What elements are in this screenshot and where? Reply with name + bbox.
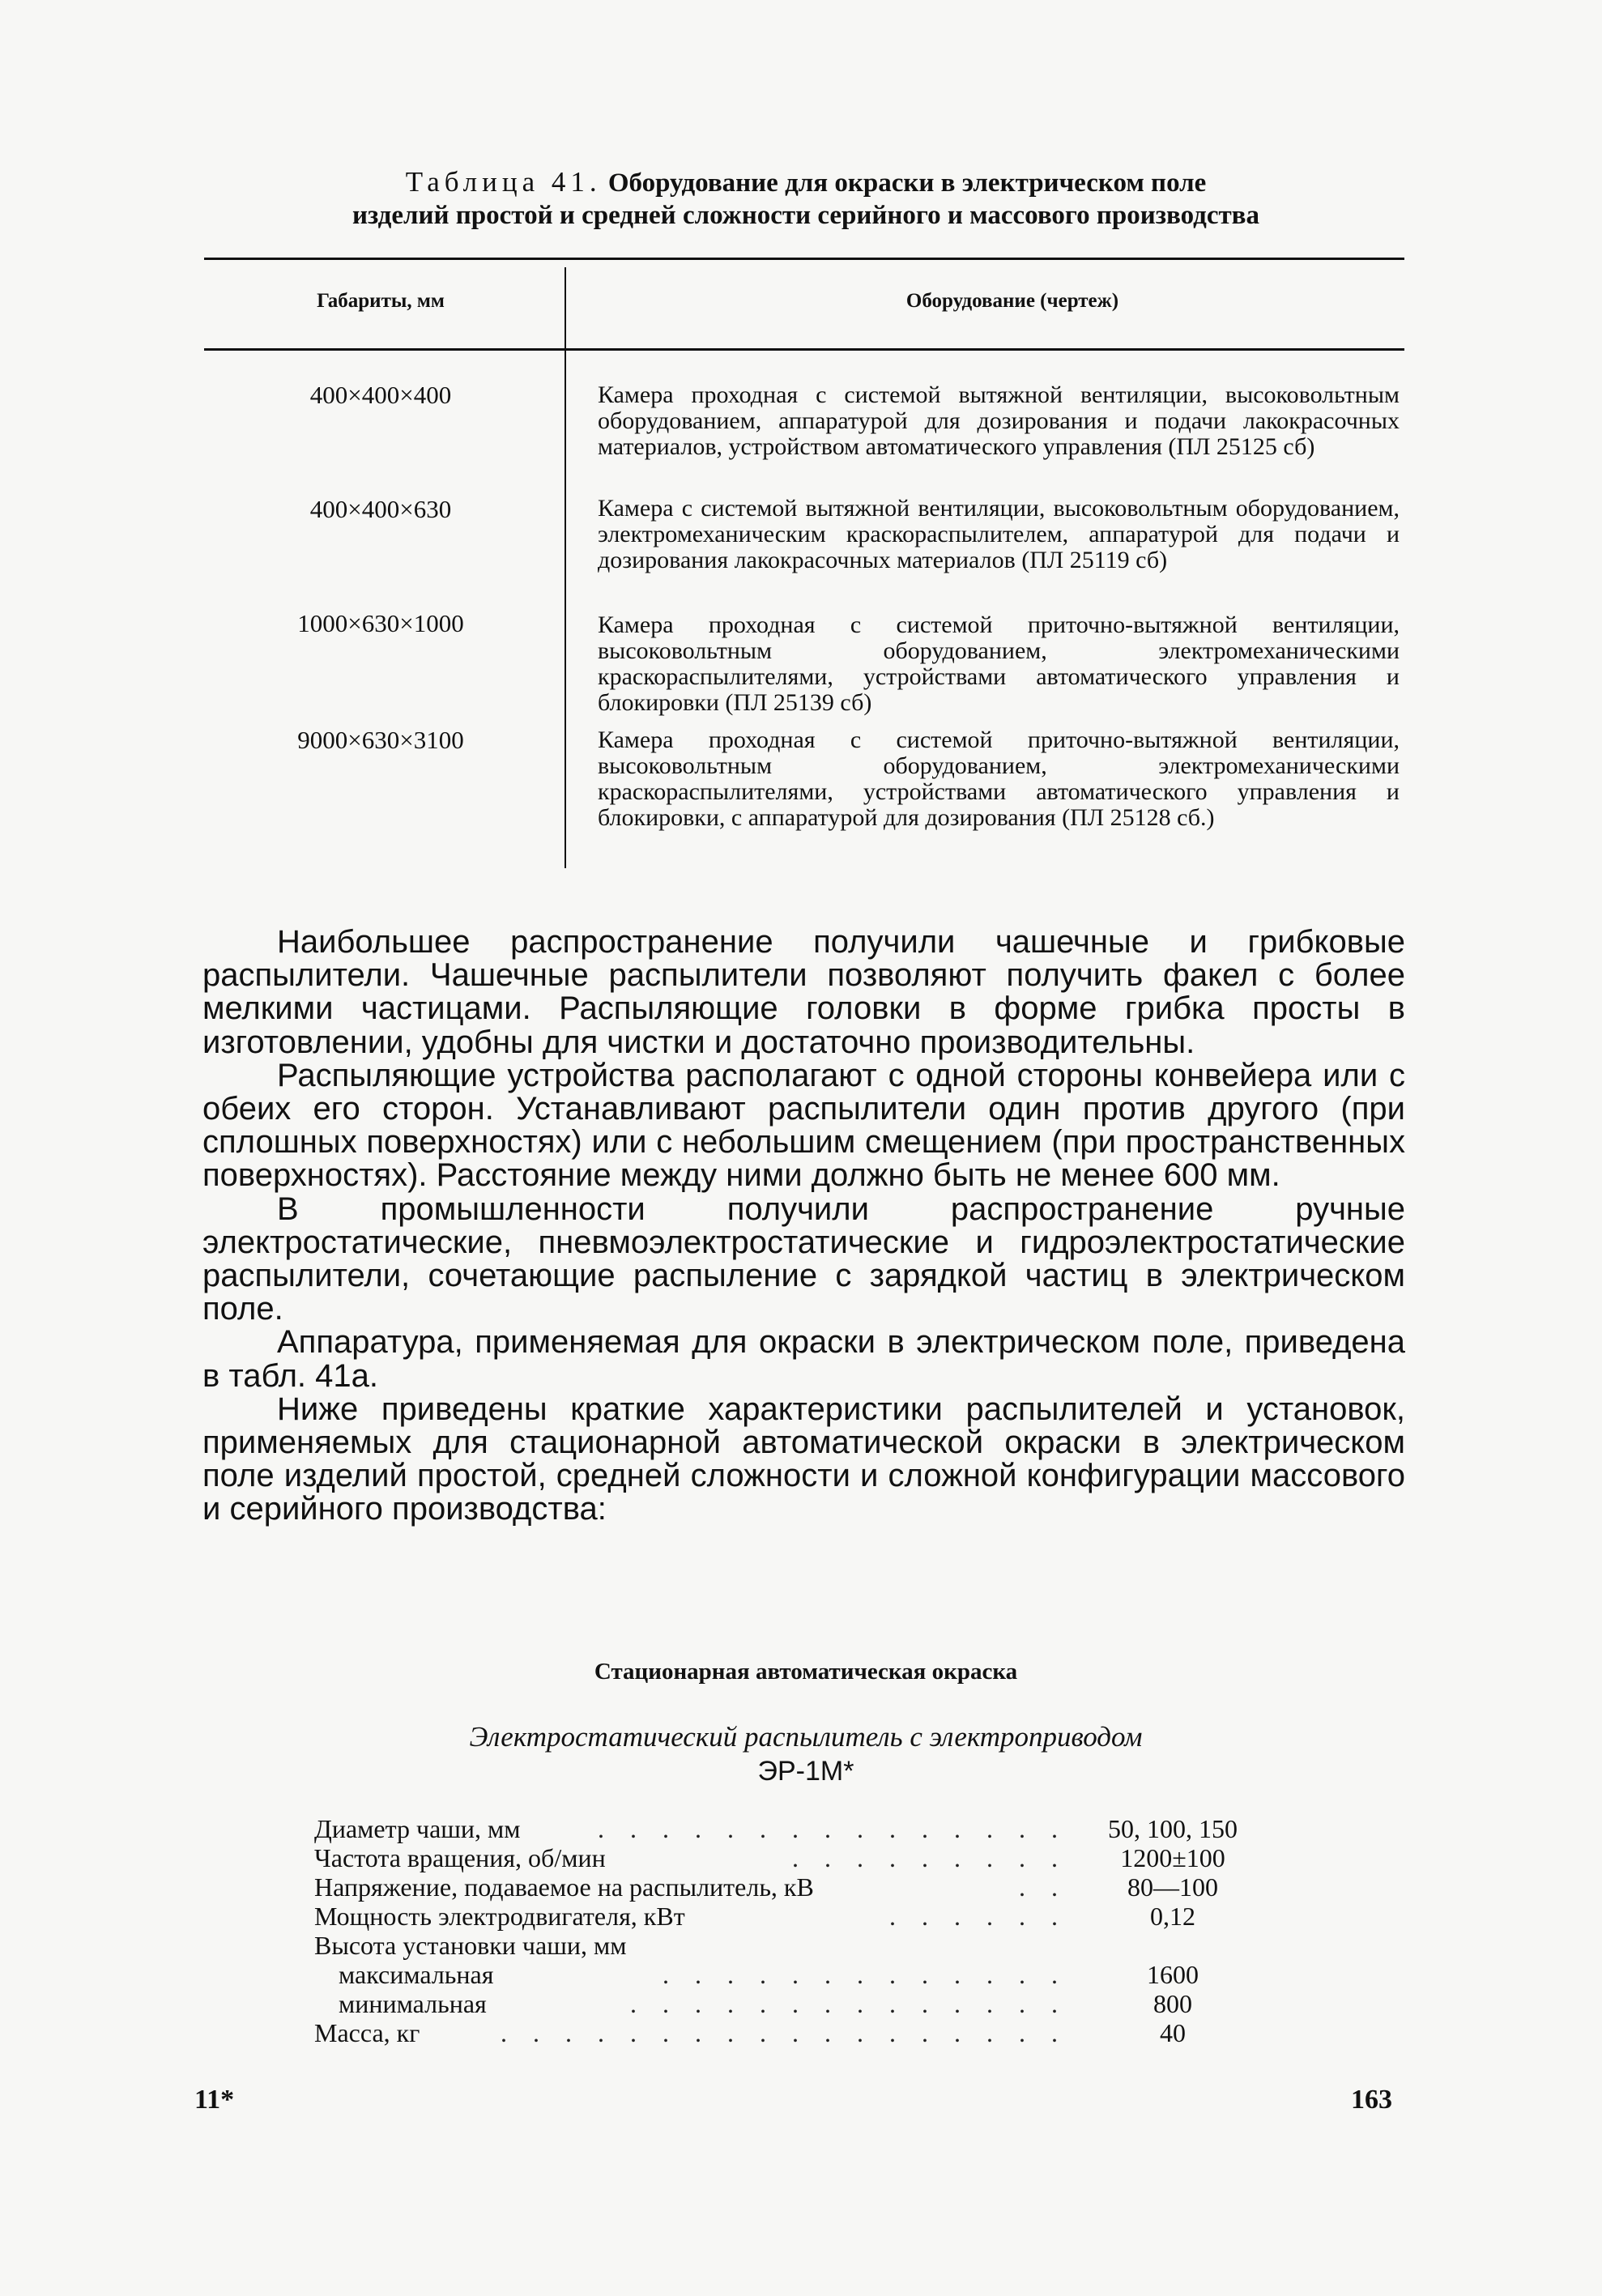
spec-name: Мощность электродвигателя, кВт	[314, 1902, 685, 1931]
table-title-line2: изделий простой и средней сложности серийного и массового производства	[352, 201, 1260, 230]
table-label: Таблица 41.	[405, 166, 602, 198]
paragraph: Аппаратура, применяемая для окраски в электрическом поле, приведена в табл. 41а.	[202, 1324, 1405, 1394]
spec-row: . . . . . . . . . Частота вращения, об/мин 1200±100	[314, 1843, 1270, 1872]
row-3-size: 1000×630×1000	[297, 609, 464, 637]
paragraph: В промышленности получили распространение ручные электростатические, пневмоэлектростатические и гидроэлектростатические распылители, сочетающие распыление с зарядкой частиц в электрическом поле.	[202, 1191, 1405, 1327]
spec-name: Масса, кг	[314, 2018, 420, 2047]
table-title-line1: Оборудование для окраски в электрическом поле	[607, 168, 1207, 198]
subsection-title: Электростатический распылитель с электроприводом	[469, 1721, 1143, 1753]
spec-name: минимальная	[339, 1989, 487, 2018]
spec-value: 1600	[1147, 1960, 1199, 1989]
table-top-rule	[204, 258, 1404, 260]
spec-row: . . . . . . . . . . . . . максимальная 1600	[314, 1960, 1270, 1989]
spec-value: 50, 100, 150	[1108, 1814, 1238, 1843]
row-4-size: 9000×630×3100	[297, 726, 464, 754]
row-1-size: 400×400×400	[309, 381, 452, 409]
row-4-equipment: Камера проходная с системой приточно-вытяжной вентиляции, высоковольтным оборудованием, электромеханическими краскораспылителями, устройствами автоматического управления и блокировки, с аппаратурой для дозирования (ПЛ 25128 сб.)	[598, 726, 1400, 831]
spec-name: Частота вращения, об/мин	[314, 1843, 606, 1872]
spec-value: 1200±100	[1120, 1843, 1225, 1872]
spec-row: . . . . . . . . . . . . . . . Диаметр чаши, мм 50, 100, 150	[314, 1814, 1270, 1843]
section-title: Стационарная автоматическая окраска	[594, 1659, 1018, 1685]
spec-row: . . Напряжение, подаваемое на распылитель, кВ 80—100	[314, 1872, 1270, 1902]
row-3-equipment: Камера проходная с системой приточно-вытяжной вентиляции, высоковольтным оборудованием, электромеханическими краскораспылителями, устройствами автоматического управления и блокировки (ПЛ 25139 сб)	[598, 611, 1400, 716]
spec-name: Диаметр чаши, мм	[314, 1814, 521, 1843]
signature-mark: 11*	[194, 2085, 235, 2115]
spec-value: 80—100	[1127, 1872, 1218, 1902]
spec-name: максимальная	[339, 1960, 494, 1989]
table-header-rule	[204, 348, 1404, 351]
spec-name: Напряжение, подаваемое на распылитель, кВ	[314, 1872, 814, 1902]
spec-list	[314, 1814, 1270, 2047]
table-caption	[207, 166, 1405, 232]
spec-value: 0,12	[1150, 1902, 1195, 1931]
body-text	[202, 926, 1405, 1527]
paragraph: Распыляющие устройства располагают с одной стороны конвейера или с обеих его сторон. Устанавливают распылители один против другого (при сплошных поверхностях) или с небольшим смещением (при пространственных поверхностях). Расстояние между ними должно быть не менее 600 мм.	[202, 1057, 1405, 1194]
spec-row	[314, 1931, 1270, 1960]
row-1-equipment: Камера проходная с системой вытяжной вентиляции, высоковольтным оборудованием, аппаратурой для дозирования и подачи лакокрасочных материалов, устройством автоматического управления (ПЛ 25125 сб)	[598, 381, 1400, 460]
spec-name: Высота установки чаши, мм	[314, 1931, 627, 1960]
col-header-equipment: Оборудование (чертеж)	[905, 290, 1119, 312]
table-column-divider	[565, 267, 566, 868]
page-number: 163	[1351, 2085, 1392, 2115]
spec-value: 800	[1153, 1989, 1192, 2018]
spec-row: . . . . . . Мощность электродвигателя, кВт 0,12	[314, 1902, 1270, 1931]
paragraph: Ниже приведены краткие характеристики распылителей и установок, применяемых для стационарной автоматической окраски в электрическом поле изделий простой, средней сложности и сложной конфигурации массового и серийного производства:	[202, 1391, 1405, 1527]
spec-value: 40	[1160, 2018, 1186, 2047]
paragraph: Наибольшее распространение получили чашечные и грибковые распылители. Чашечные распылители позволяют получить факел с более мелкими частицами. Распыляющие головки в форме грибка просты в изготовлении, удобны для чистки и достаточно производительны.	[202, 924, 1405, 1060]
spec-row: . . . . . . . . . . . . . . минимальная 800	[314, 1989, 1270, 2018]
subsection-model: ЭР-1М*	[757, 1756, 854, 1787]
col-header-dimensions: Габариты, мм	[317, 290, 445, 312]
row-2-size: 400×400×630	[309, 495, 452, 523]
spec-row: . . . . . . . . . . . . . . . . . . Масса, кг 40	[314, 2018, 1270, 2047]
row-2-equipment: Камера с системой вытяжной вентиляции, высоковольтным оборудованием, электромеханическим краскораспылителем, аппаратурой для подачи и дозирования лакокрасочных материалов (ПЛ 25119 сб)	[598, 495, 1400, 573]
